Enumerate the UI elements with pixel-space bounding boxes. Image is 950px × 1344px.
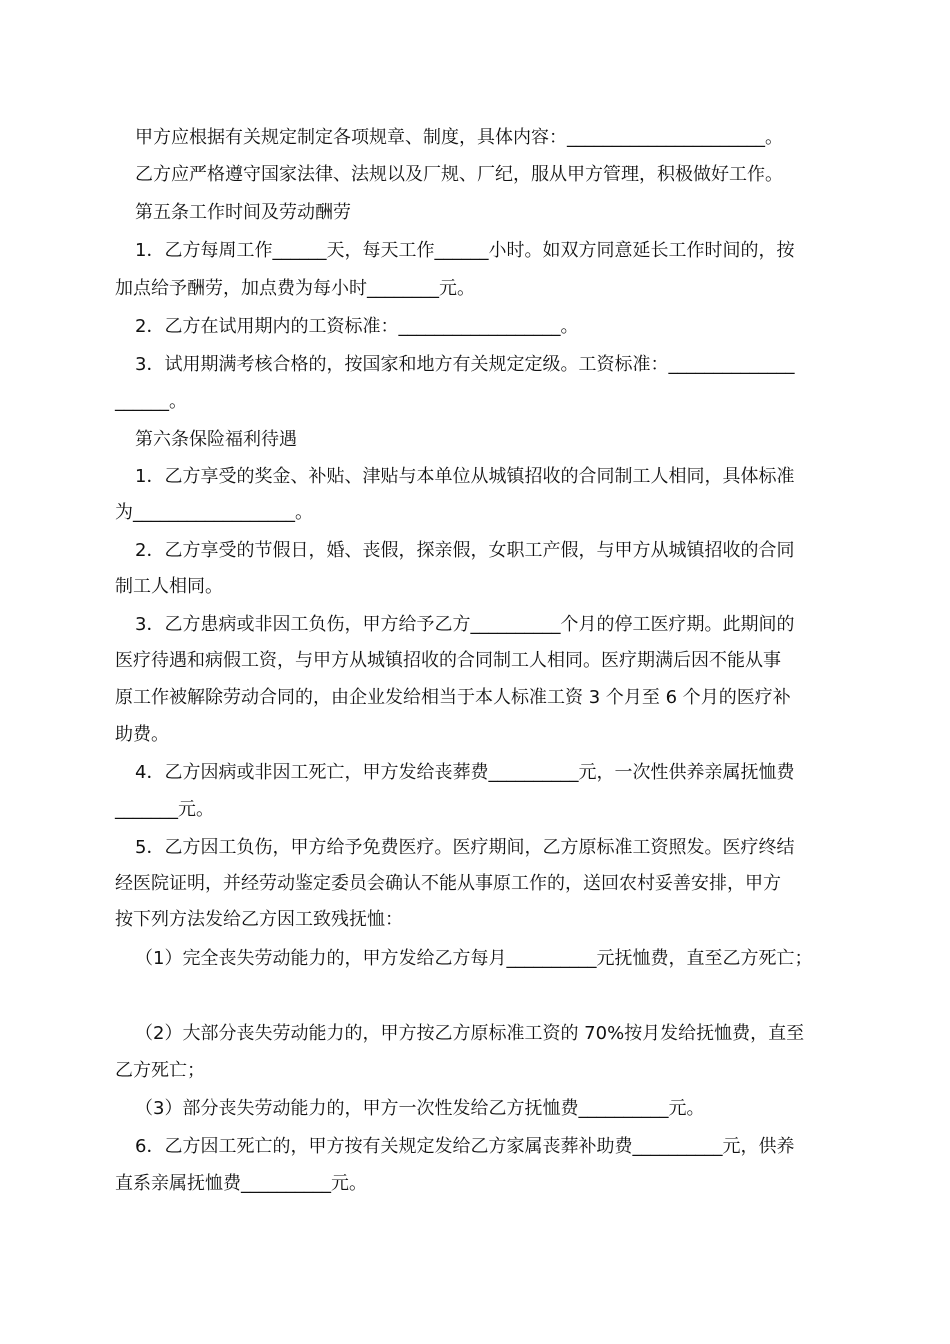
- text-line: 乙方死亡；: [115, 1060, 205, 1081]
- article-heading: 第六条保险福利待遇: [135, 429, 297, 450]
- text-line: 3．乙方患病或非因工负伤，甲方给予乙方__________个月的停工医疗期。此期间的: [135, 614, 795, 635]
- text-line: 1．乙方每周工作______天，每天工作______小时。如双方同意延长工作时间的，按: [135, 240, 795, 261]
- text-line: 助费。: [115, 724, 169, 745]
- text-line: 制工人相同。: [115, 576, 223, 597]
- clause-6-6-cont: [0, 1171, 950, 1249]
- article-heading: 第五条工作时间及劳动酬劳: [135, 202, 351, 223]
- text-line: （2）大部分丧失劳动能力的，甲方按乙方原标准工资的 70%按月发给抚恤费，直至: [135, 1023, 805, 1044]
- text-line: 原工作被解除劳动合同的，由企业发给相当于本人标准工资 3 个月至 6 个月的医疗补: [115, 687, 791, 708]
- text-line: 6．乙方因工死亡的，甲方按有关规定发给乙方家属丧葬补助费__________元，供养: [135, 1136, 795, 1157]
- text-line: 2．乙方享受的节假日，婚、丧假，探亲假，女职工产假，与甲方从城镇招收的合同: [135, 540, 795, 561]
- text-line: ______。: [115, 391, 187, 412]
- text-line: _______元。: [115, 799, 214, 820]
- text-line: 5．乙方因工负伤，甲方给予免费医疗。医疗期间，乙方原标准工资照发。医疗终结: [135, 837, 795, 858]
- text-line: 3．试用期满考核合格的，按国家和地方有关规定定级。工资标准：______________: [135, 354, 795, 375]
- text-line: 4．乙方因病或非因工死亡，甲方发给丧葬费__________元，一次性供养亲属抚恤费: [135, 762, 795, 783]
- text-line: 为__________________。: [115, 502, 313, 523]
- text-line: 按下列方法发给乙方因工致残抚恤：: [115, 909, 403, 930]
- text-line: 甲方应根据有关规定制定各项规章、制度，具体内容：______________________。: [135, 127, 783, 148]
- text-line: （1）完全丧失劳动能力的，甲方发给乙方每月__________元抚恤费，直至乙方死亡；: [135, 948, 813, 969]
- text-line: 乙方应严格遵守国家法律、法规以及厂规、厂纪，服从甲方管理，积极做好工作。: [135, 164, 783, 185]
- text-line: 2．乙方在试用期内的工资标准：__________________。: [135, 316, 579, 337]
- text-line: （3）部分丧失劳动能力的，甲方一次性发给乙方抚恤费__________元。: [135, 1098, 705, 1119]
- text-line: 直系亲属抚恤费__________元。: [115, 1173, 367, 1194]
- text-line: 1．乙方享受的奖金、补贴、津贴与本单位从城镇招收的合同制工人相同，具体标准: [135, 466, 795, 487]
- clause-6-5-item-1: [0, 946, 950, 1024]
- text-line: 经医院证明，并经劳动鉴定委员会确认不能从事原工作的，送回农村妥善安排，甲方: [115, 873, 781, 894]
- text-line: 加点给予酬劳，加点费为每小时________元。: [115, 278, 475, 299]
- text-line: 医疗待遇和病假工资，与甲方从城镇招收的合同制工人相同。医疗期满后因不能从事: [115, 650, 781, 671]
